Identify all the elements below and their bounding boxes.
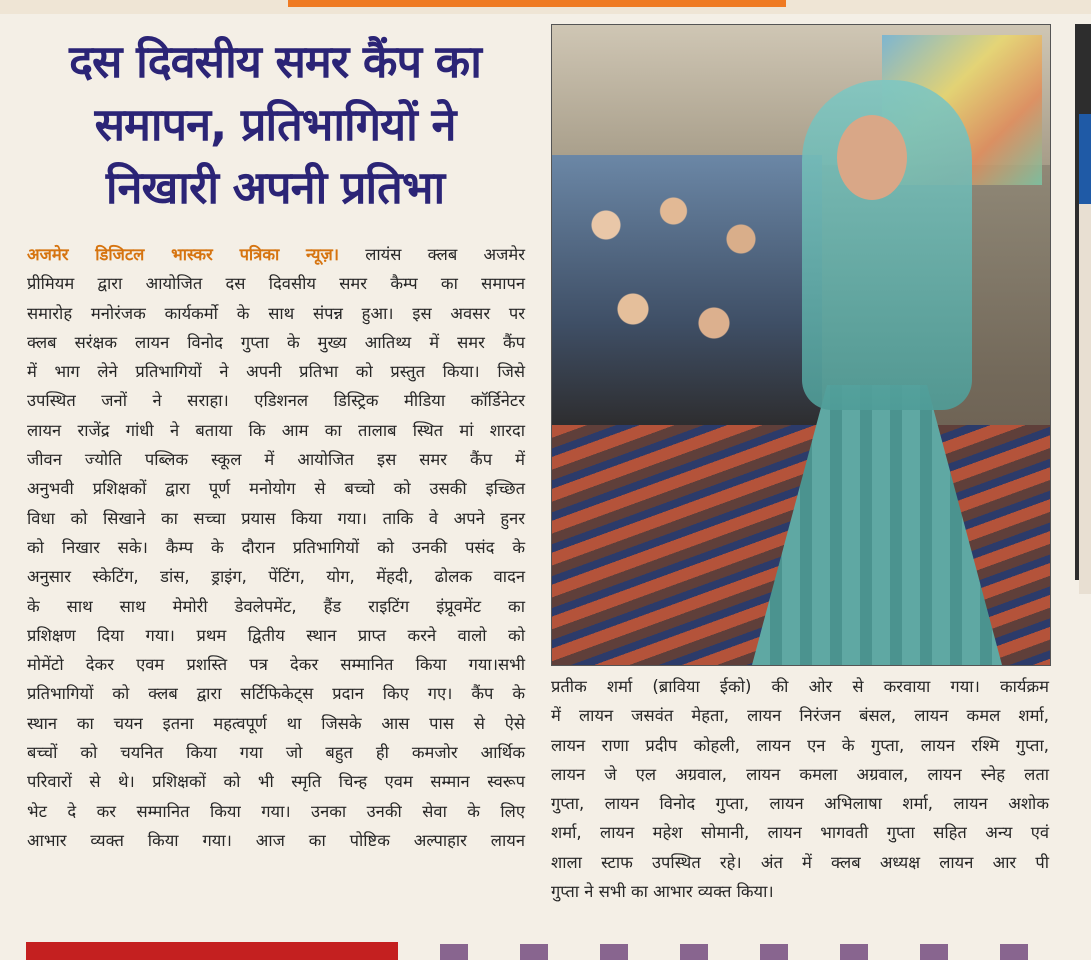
body-line: समारोह मनोरंजक कार्यकर्मो के साथ संपन्न हुआ। इस अवसर पर [27,303,525,323]
body-line: प्रतिभागियों को क्लब द्वारा सर्टिफिकेट्स प्रदान किए गए। कैंप के [27,684,525,704]
body-line: लायन राजेंद्र गांधी ने बताया कि आम का तालाब स्थित मां शारदा [27,420,525,440]
body-line: भेट दे कर सम्मानित किया गया। उनका उनकी सेवा के लिए [27,801,525,821]
body-line: शाला स्टाफ उपस्थित रहे। अंत में क्लब अध्यक्ष लायन आर पी [551,852,1049,872]
body-line: आभार व्यक्त किया गया। आज का पोष्टिक अल्पाहार लायन [27,830,525,850]
body-line: गुप्ता ने सभी का आभार व्यक्त किया। [551,882,774,902]
article-photo [551,24,1051,666]
body-line: अनुसार स्केटिंग, डांस, ड्राइंग, पेंटिंग, योग, मेंहदी, ढोलक वादन [27,567,525,587]
body-line: लायन जे एल अग्रवाल, लायन कमला अग्रवाल, लायन स्नेह लता [551,764,1049,784]
article-headline [22,30,528,219]
photo-seated-children [552,155,822,435]
body-line: गुप्ता, लायन विनोद गुप्ता, लायन अभिलाषा शर्मा, लायन अशोक [551,794,1049,814]
body-line: प्रशिक्षण दिया गया। प्रथम द्वितीय स्थान प्राप्त करने वालो को [27,625,525,645]
headline-line-2: समापन, प्रतिभागियों ने [94,98,456,151]
next-article-red-bar [26,942,398,960]
article-source: अजमेर डिजिटल भास्कर पत्रिका न्यूज़। [27,245,339,264]
body-line: शर्मा, लायन महेश सोमानी, लायन भागवती गुप्ता सहित अन्य एवं [551,823,1049,843]
adjacent-article-edge [1075,24,1091,580]
top-strip [0,0,1091,14]
body-line: में भाग लेने प्रतिभागियों ने अपनी प्रतिभा को प्रस्तुत किया। जिसे [27,362,525,382]
body-line: में लायन जसवंत मेहता, लायन निरंजन बंसल, लायन कमल शर्मा, [551,706,1049,726]
body-line: के साथ साथ मेमोरी डेवलेपमेंट, हैंड राइटिंग इंप्रूवमेंट का [27,596,525,616]
body-line: लायन राणा प्रदीप कोहली, लायन एन के गुप्ता, लायन रश्मि गुप्ता, [551,735,1049,755]
article-body-right [551,672,1049,906]
headline-line-3: निखारी अपनी प्रतिभा [105,161,445,214]
body-line: बच्चों को चयनित किया गया जो बहुत ही कमजोर आर्थिक [27,743,525,763]
body-line: को निखार सके। कैम्प के दौरान प्रतिभागियों को उनकी पसंद के [27,537,525,557]
orange-header-bar [288,0,786,7]
body-line: उपस्थित जनों ने सराहा। एडिशनल डिस्ट्रिक मीडिया कॉर्डिनेटर [27,391,525,411]
body-line: प्रीमियम द्वारा आयोजित दस दिवसीय समर कैम्प का समापन [27,274,525,294]
body-line: क्लब सरंक्षक लायन विनोद गुप्ता के मुख्य आतिथ्य में समर कैंप [27,332,525,352]
body-line: अजमेर डिजिटल भास्कर पत्रिका न्यूज़। लायंस क्लब अजमेर [27,245,525,264]
body-line: जीवन ज्योति पब्लिक स्कूल में आयोजित इस समर कैंप में [27,450,525,470]
adjacent-photo-block [1079,204,1091,594]
next-article-headline-fragment [440,944,1060,960]
article-body-left [27,240,525,855]
body-line: परिवारों से थे। प्रशिक्षकों को भी स्मृति चिन्ह एवम सम्मान स्वरूप [27,772,525,792]
headline-line-1: दस दिवसीय समर कैंप का [69,35,481,88]
body-line: विधा को सिखाने का सच्चा प्रयास किया गया। ताकि वे अपने हुनर [27,508,525,528]
body-line: मोमेंटो देकर एवम प्रशस्ति पत्र देकर सम्मानित किया गया।सभी [27,655,525,675]
photo-dancer-face [837,115,907,200]
body-line: प्रतीक शर्मा (ब्राविया ईको) की ओर से करवाया गया। कार्यक्रम [551,677,1049,696]
adjacent-blue-block [1079,114,1091,204]
body-line: स्थान का चयन इतना महत्वपूर्ण था जिसके आस पास से ऐसे [27,713,525,733]
body-line: अनुभवी प्रशिक्षकों द्वारा पूर्ण मनोयोग से बच्चो को उसकी इच्छित [27,479,525,499]
